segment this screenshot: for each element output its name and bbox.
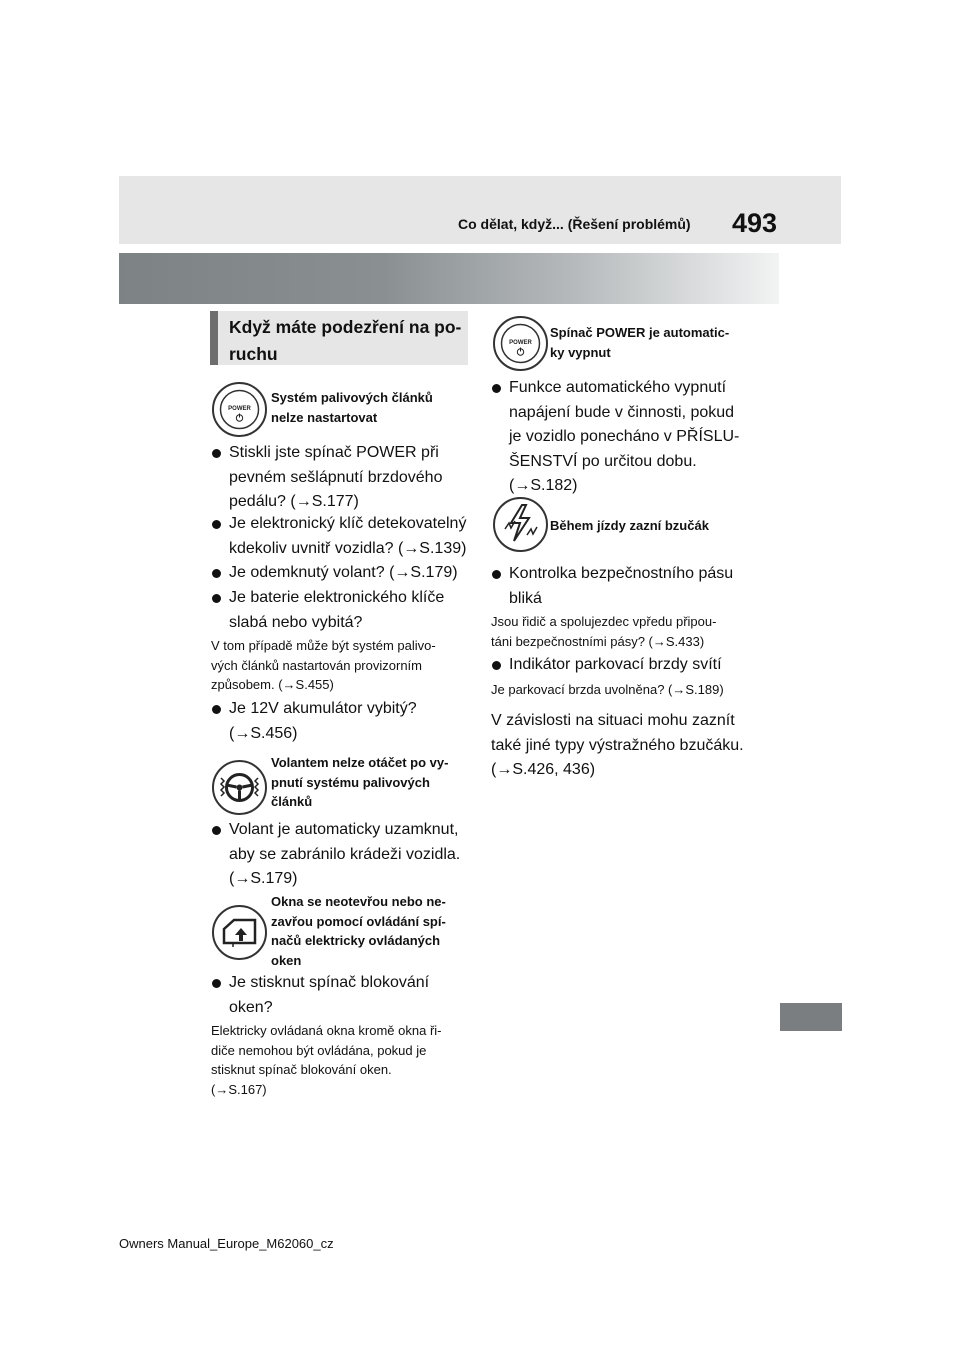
decorative-gradient-bar xyxy=(119,253,779,304)
list-item: Kontrolka bezpečnostního pásu bliká xyxy=(491,562,733,611)
footer-text: Owners Manual_Europe_M62060_cz xyxy=(119,1236,334,1251)
list-item: Je elektronický klíč detekovatelný kdekoliv uvnitř vozidla? (→S.139) xyxy=(211,512,466,561)
note-text: Elektricky ovládaná okna kromě okna ři- diče nemohou být ovládána, pokud je stisknut spínač blokování oken. (→S.167) xyxy=(211,1023,442,1097)
subsection-title-power-off: Spínač POWER je automatic- ky vypnut xyxy=(550,325,730,360)
power-button-icon xyxy=(493,316,548,371)
note-text: Je parkovací brzda uvolněna? (→S.189) xyxy=(491,682,724,697)
list-item: Je stisknut spínač blokování oken? xyxy=(211,971,429,1020)
note-text: V tom případě může být systém palivo- vých článků nastartován provizorním způsobem. (→S.455) xyxy=(211,638,436,692)
list-item: Je 12V akumulátor vybitý? (→S.456) xyxy=(211,697,417,746)
list-item: Funkce automatického vypnutí napájení bude v činnosti, pokud je vozidlo ponecháno v PŘÍSLU- ŠENSTVÍ po určitou dobu. (→S.182) xyxy=(491,376,739,499)
note-text: Jsou řidič a spolujezdec vpředu připou- táni bezpečnostními pásy? (→S.433) xyxy=(491,614,717,649)
subsection-title-buzzer: Během jízdy zazní bzučák xyxy=(550,518,709,533)
list-item: Indikátor parkovací brzdy svítí xyxy=(491,653,722,678)
subsection-title-windows: Okna se neotevřou nebo ne- zavřou pomocí ovládání spí- načů elektricky ovládaných oken xyxy=(271,894,446,968)
subsection-title-steering: Volantem nelze otáčet po vy- pnutí systému palivových článků xyxy=(271,755,449,809)
page-number: 493 xyxy=(732,208,778,238)
list-item: Je odemknutý volant? (→S.179) xyxy=(211,561,458,586)
svg-text:POWER: POWER xyxy=(228,406,251,412)
window-lock-icon xyxy=(212,905,267,960)
list-item: Je baterie elektronického klíče slabá nebo vybitá? xyxy=(211,586,444,635)
svg-text:POWER: POWER xyxy=(509,340,532,346)
subsection-title-fuel-cell-start: Systém palivových článků nelze nastartovat xyxy=(271,390,433,425)
buzzer-warning-icon xyxy=(493,497,548,552)
list-item: Stiskli jste spínač POWER při pevném sešlápnutí brzdového pedálu? (→S.177) xyxy=(211,441,442,515)
steering-lock-icon xyxy=(212,760,267,815)
header-title: Co dělat, když... (Řešení problémů) xyxy=(458,216,691,232)
chapter-side-tab xyxy=(780,1003,842,1031)
paragraph: V závislosti na situaci mohu zaznít také jiné typy výstražného bzučáku. (→S.426, 436) xyxy=(491,712,744,778)
section-title: Když máte podezření na po- ruchu xyxy=(210,311,468,365)
list-item: Volant je automaticky uzamknut, aby se zabránilo krádeži vozidla. (→S.179) xyxy=(211,818,460,892)
power-button-icon xyxy=(212,382,267,437)
